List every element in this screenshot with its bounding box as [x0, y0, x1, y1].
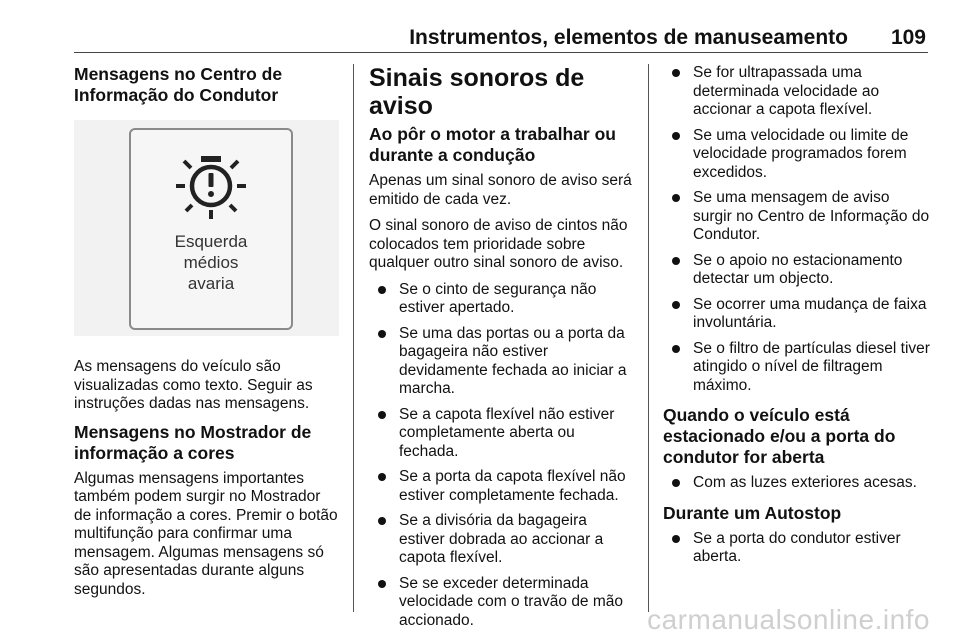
- list-item-text: Se ocorrer uma mudança de faixa involuntária.: [693, 295, 927, 331]
- list-item: [663, 127, 931, 183]
- bullet-icon: [672, 345, 680, 353]
- page-header: [74, 24, 928, 53]
- dic-message-figure: [74, 120, 339, 336]
- watermark: carmanualsonline.info: [647, 604, 930, 635]
- list-item: [369, 575, 635, 631]
- section-heading-dic-messages: Mensagens no Centro de Informação do Condutor: [74, 64, 283, 105]
- paragraph-dic-intro: As mensagens do veículo são visualizadas como texto. Seguir as instruções dadas nas mensagens.: [74, 358, 313, 412]
- list-item-text: Se uma das portas ou a porta da bagageira não estiver devidamente fechada ao iniciar a marcha.: [399, 324, 627, 397]
- column-divider-2: [648, 64, 649, 612]
- running-title: Instrumentos, elementos de manuseamento: [409, 26, 848, 49]
- column-right: [663, 64, 931, 577]
- bullet-icon: [378, 473, 386, 481]
- list-item-text: Se uma mensagem de aviso surgir no Centro de Informação do Condutor.: [693, 189, 930, 243]
- exterior-light-warning-icon: [172, 144, 250, 222]
- bullet-icon: [378, 286, 386, 294]
- list-item: [369, 406, 635, 462]
- bullet-icon: [378, 580, 386, 588]
- list-item: [663, 340, 931, 396]
- list-item: [663, 189, 931, 245]
- bullet-icon: [672, 132, 680, 140]
- list-item-text: Se a divisória da bagageira estiver dobrada ao accionar a capota flexível.: [399, 512, 604, 566]
- warning-chime-list-continued: [663, 64, 931, 395]
- list-item-text: Se for ultrapassada uma determinada velocidade ao accionar a capota flexível.: [693, 64, 880, 118]
- parked-chime-list: [663, 474, 931, 493]
- list-item-text: Se o apoio no estacionamento detectar um objecto.: [693, 251, 903, 287]
- section-heading-parked: Quando o veículo está estacionado e/ou a porta do condutor for aberta: [663, 405, 896, 467]
- bullet-icon: [378, 411, 386, 419]
- list-item: [663, 296, 931, 333]
- dic-message-text: [131, 231, 291, 294]
- bullet-icon: [378, 330, 386, 338]
- list-item-text: Se a porta do condutor estiver aberta.: [693, 529, 901, 565]
- autostop-chime-list: [663, 530, 931, 567]
- list-item-text: Se o cinto de segurança não estiver apertado.: [399, 280, 597, 316]
- column-divider-1: [353, 64, 354, 612]
- section-heading-engine-start: Ao pôr o motor a trabalhar ou durante a condução: [369, 124, 616, 165]
- list-item-text: Se a capota flexível não estiver completamente aberta ou fechada.: [399, 405, 615, 460]
- column-middle: [369, 64, 635, 640]
- paragraph-one-signal: Apenas um sinal sonoro de aviso será emitido de cada vez.: [369, 172, 632, 208]
- list-item: [663, 64, 931, 120]
- dic-display-panel: [129, 128, 293, 330]
- warning-chime-list: [369, 281, 635, 631]
- bullet-icon: [672, 301, 680, 309]
- dic-line-1: Esquerda: [174, 232, 248, 251]
- list-item: [663, 530, 931, 567]
- bullet-icon: [672, 257, 680, 265]
- list-item-text: Se uma velocidade ou limite de velocidade programados forem excedidos.: [693, 126, 909, 181]
- list-item: [369, 325, 635, 399]
- bullet-icon: [672, 535, 680, 543]
- dic-line-3: avaria: [187, 274, 235, 293]
- page-number: 109: [890, 26, 926, 49]
- list-item-text: Se o filtro de partículas diesel tiver atingido o nível de filtragem máximo.: [693, 339, 930, 394]
- list-item-text: Se a porta da capota flexível não estiver completamente fechada.: [399, 468, 626, 504]
- bullet-icon: [672, 194, 680, 202]
- column-left: [74, 64, 339, 607]
- page-title: Sinais sonoros de aviso: [369, 64, 585, 120]
- bullet-icon: [378, 517, 386, 525]
- bullet-icon: [672, 69, 680, 77]
- list-item: [369, 281, 635, 318]
- dic-line-2: médios: [183, 253, 239, 272]
- list-item: [369, 512, 635, 568]
- list-item-text: Com as luzes exteriores acesas.: [693, 474, 917, 491]
- list-item: [663, 252, 931, 289]
- paragraph-seatbelt-priority: O sinal sonoro de aviso de cintos não colocados tem prioridade sobre qualquer outro sinal sonoro de aviso.: [369, 217, 628, 271]
- list-item: [663, 474, 931, 493]
- list-item-text: Se se exceder determinada velocidade com o travão de mão accionado.: [399, 574, 624, 629]
- list-item: [369, 468, 635, 505]
- paragraph-color-display: Algumas mensagens importantes também podem surgir no Mostrador de informação a cores. Premir o botão multifunção para confirmar uma mensagem. Algumas mensagens só são apresentadas durante alguns segundos.: [74, 469, 338, 598]
- section-heading-autostop: Durante um Autostop: [663, 502, 842, 523]
- bullet-icon: [672, 479, 680, 487]
- section-heading-color-display: Mensagens no Mostrador de informação a cores: [74, 421, 312, 463]
